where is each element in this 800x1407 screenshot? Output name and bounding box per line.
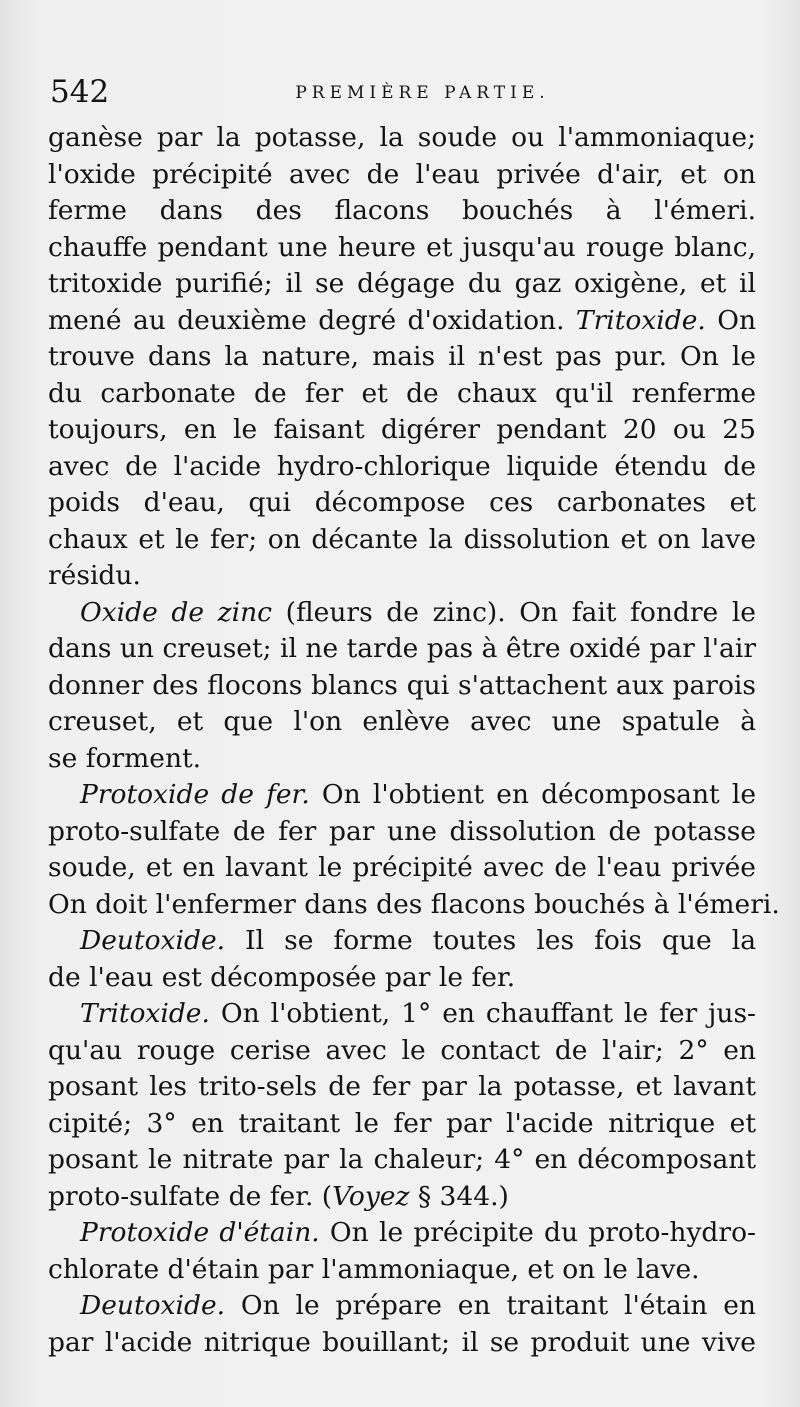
text-line: chaux et le fer; on décante la dissolution et on lave [48, 523, 756, 555]
text-line: mené au deuxième degré d'oxidation. Tritoxide. On [48, 304, 756, 336]
running-head: PREMIÈRE PARTIE. [295, 83, 550, 103]
text-line: posant les trito-sels de fer par la potasse, et lavant [48, 1071, 756, 1102]
text-line: toujours, en le faisant digérer pendant 20 ou 25 [48, 414, 756, 445]
text-line: résidu. [48, 560, 141, 591]
text-line: posant le nitrate par la chaleur; 4° en décomposant [48, 1144, 756, 1175]
text-line: On doit l'enfermer dans des flacons bouchés à l'émeri. [48, 888, 780, 920]
text-line: Protoxide de fer. On l'obtient en décomposant le [80, 779, 756, 810]
text-line: de l'eau est décomposée par le fer. [48, 961, 516, 993]
body-text [48, 120, 780, 1361]
text-line: Oxide de zinc (fleurs de zinc). On fait fondre le [80, 596, 756, 628]
text-line: poids d'eau, qui décompose ces carbonates et [48, 487, 756, 518]
text-line: ferme dans des flacons bouchés à l'émeri. [48, 195, 756, 226]
page-header [50, 72, 755, 112]
text-line: l'oxide précipité avec de l'eau privée d'air, et on [48, 158, 756, 190]
text-line: Deutoxide. On le prépare en traitant l'étain en [80, 1290, 756, 1321]
text-line: Tritoxide. On l'obtient, 1° en chauffant le fer jus- [80, 998, 756, 1029]
text-line: qu'au rouge cerise avec le contact de l'air; 2° en [48, 1034, 756, 1066]
text-line: proto-sulfate de fer par une dissolution de potasse [48, 815, 756, 847]
text-line: par l'acide nitrique bouillant; il se produit une vive [48, 1326, 756, 1358]
text-line: avec de l'acide hydro-chlorique liquide étendu de [48, 450, 756, 482]
text-line: donner des flocons blancs qui s'attachent aux parois [48, 669, 756, 701]
page-number: 542 [50, 74, 110, 110]
text-line: se forment. [48, 742, 202, 774]
text-line: chauffe pendant une heure et jusqu'au rouge blanc, [48, 231, 756, 263]
text-line: cipité; 3° en traitant le fer par l'acide nitrique et [48, 1107, 756, 1139]
text-line: trouve dans la nature, mais il n'est pas pur. On le [48, 341, 756, 372]
text-line: Deutoxide. Il se forme toutes les fois que la [80, 925, 756, 956]
text-line: creuset, et que l'on enlève avec une spatule à [48, 706, 756, 737]
text-line: proto-sulfate de fer. (Voyez § 344.) [48, 1180, 509, 1212]
text-line: du carbonate de fer et de chaux qu'il renferme [48, 377, 756, 409]
text-line: dans un creuset; il ne tarde pas à être oxidé par l'air [48, 633, 756, 664]
text-line: tritoxide purifié; il se dégage du gaz oxigène, et il [48, 268, 756, 299]
text-line: soude, et en lavant le précipité avec de l'eau privée [48, 852, 756, 883]
text-line: chlorate d'étain par l'ammoniaque, et on le lave. [48, 1253, 700, 1285]
text-line: Protoxide d'étain. On le précipite du proto-hydro- [80, 1217, 756, 1248]
text-line: ganèse par la potasse, la soude ou l'ammoniaque; [48, 122, 756, 153]
